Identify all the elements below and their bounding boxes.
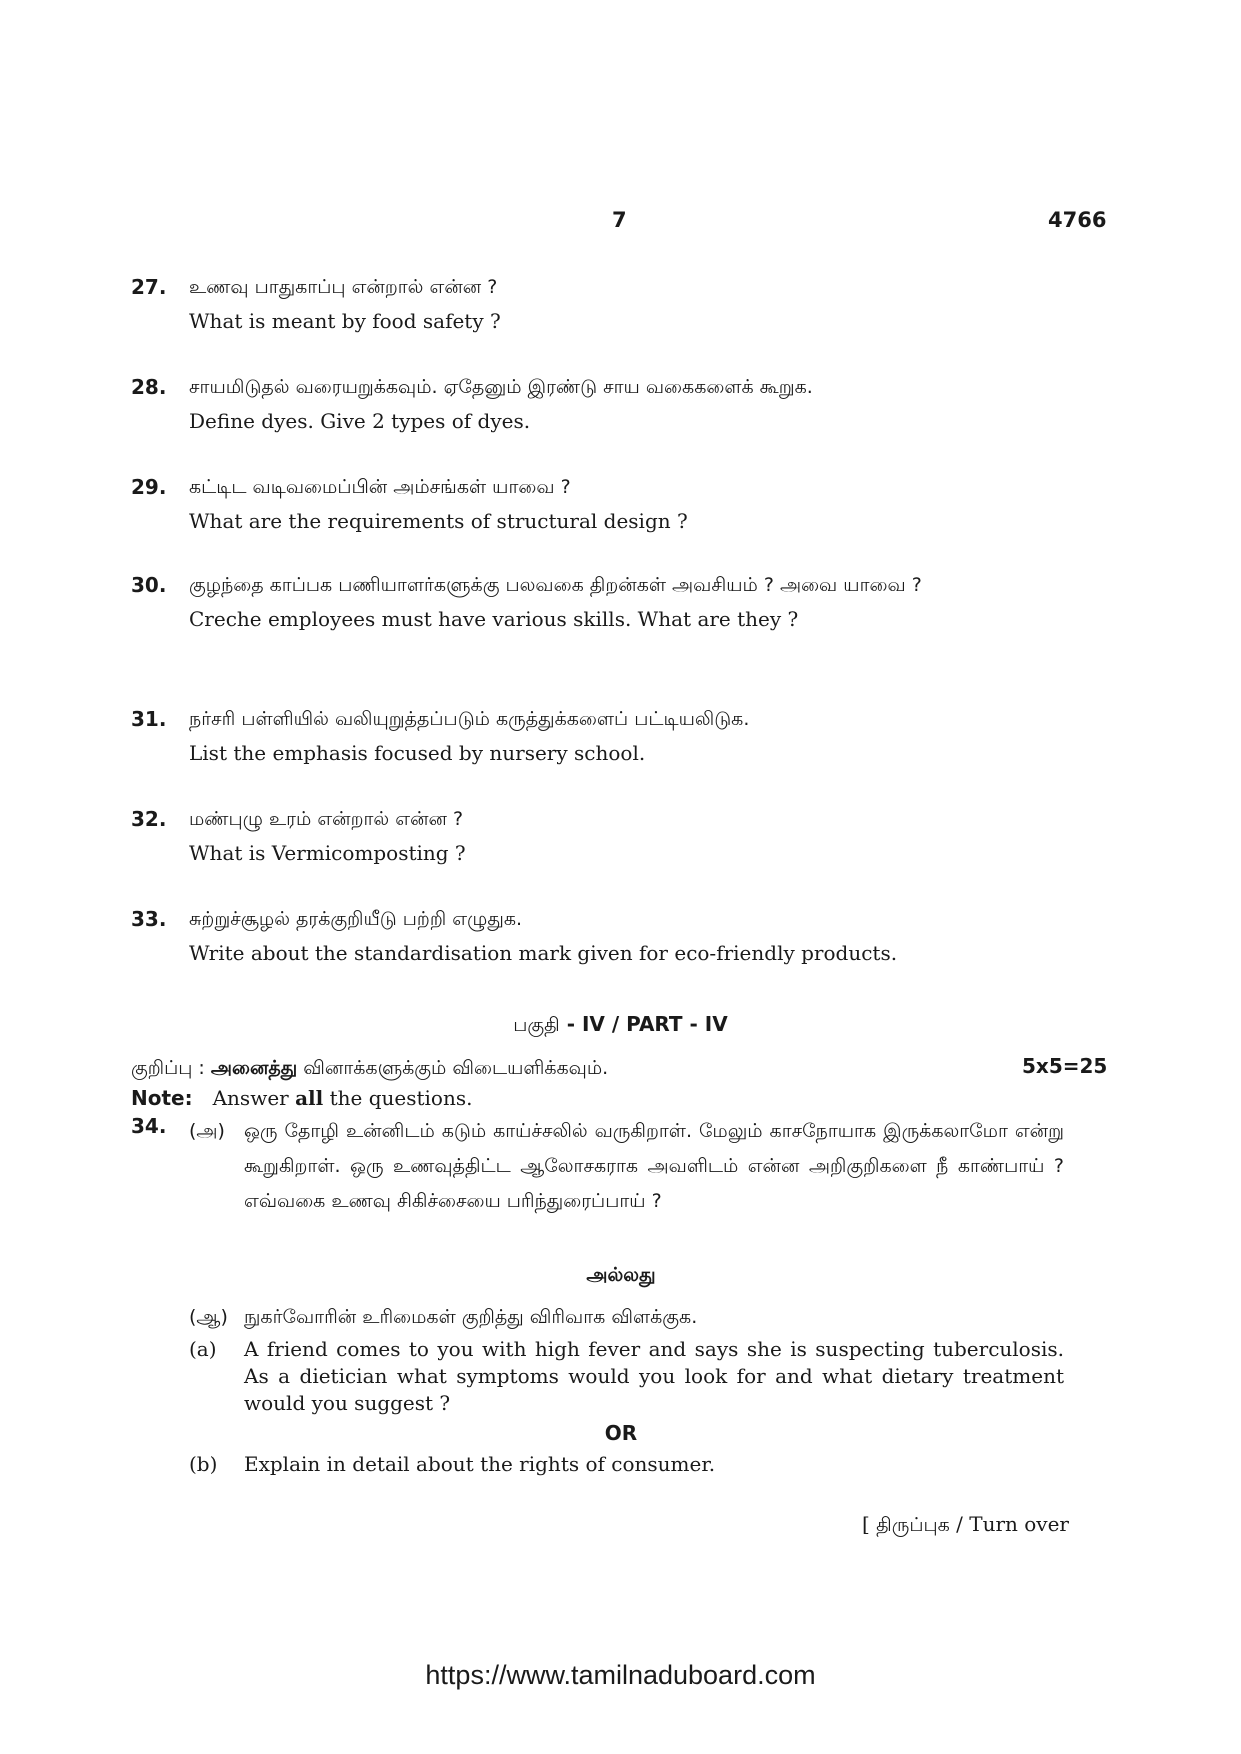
question-text-english: Write about the standardisation mark given for eco-friendly products.: [189, 941, 898, 965]
option-a-tamil: [189, 1114, 1064, 1219]
option-b-tamil: [189, 1300, 1064, 1335]
note-english-bold: all: [295, 1086, 324, 1110]
question-28: [131, 370, 1071, 438]
question-number: 33.: [131, 907, 167, 931]
question-number: 27.: [131, 275, 167, 299]
option-b-english: [189, 1451, 1064, 1478]
option-marker: (a): [189, 1337, 217, 1361]
question-text-tamil: உணவு பாதுகாப்பு என்றால் என்ன ?: [189, 276, 498, 298]
question-text-tamil: குழந்தை காப்பக பணியாளர்களுக்கு பலவகை திறன்கள் அவசியம் ? அவை யாவை ?: [189, 574, 922, 596]
question-31: [131, 702, 1071, 770]
question-text-english: What is meant by food safety ?: [189, 309, 501, 333]
question-33: [131, 902, 1071, 970]
question-number: 28.: [131, 375, 167, 399]
question-text-english: What is Vermicomposting ?: [189, 841, 466, 865]
option-a-english: [189, 1336, 1064, 1417]
note-tamil-label: குறிப்பு :: [131, 1057, 211, 1079]
question-30: [131, 568, 1071, 636]
note-english: [131, 1084, 472, 1112]
note-tamil-rest: வினாக்களுக்கும் விடையளிக்கவும்.: [297, 1057, 609, 1079]
question-29: [131, 470, 1071, 538]
question-text-english: Define dyes. Give 2 types of dyes.: [189, 409, 531, 433]
footer-url: https://www.tamilnaduboard.com: [425, 1660, 816, 1690]
part-heading-english: - IV / PART - IV: [559, 1012, 728, 1036]
note-tamil-bold: அனைத்து: [210, 1057, 298, 1079]
question-text-tamil: மண்புழு உரம் என்றால் என்ன ?: [189, 808, 464, 830]
paper-code: 4766: [1048, 208, 1107, 232]
turn-over: [862, 1512, 1069, 1539]
option-text: A friend comes to you with high fever and says she is suspecting tuberculosis. As a dietician what symptoms would you look for and what dietary treatment would you suggest ?: [244, 1337, 1064, 1415]
note-tamil: [131, 1054, 608, 1082]
question-text-tamil: சாயமிடுதல் வரையறுக்கவும். ஏதேனும் இரண்டு சாய வகைகளைக் கூறுக.: [189, 376, 813, 398]
question-number: 30.: [131, 573, 167, 597]
question-number: 34.: [131, 1114, 167, 1138]
option-marker: (அ): [189, 1120, 225, 1142]
turn-over-tamil: திருப்புக: [876, 1514, 950, 1536]
option-text: நுகர்வோரின் உரிமைகள் குறித்து விரிவாக விளக்குக.: [244, 1306, 698, 1328]
marks-allocation: 5x5=25: [1022, 1054, 1108, 1078]
question-number: 31.: [131, 707, 167, 731]
part-heading: [0, 1012, 1241, 1039]
question-27: [131, 270, 1071, 338]
note-english-label: Note:: [131, 1086, 193, 1110]
or-english: OR: [604, 1421, 638, 1445]
question-number: 32.: [131, 807, 167, 831]
question-text-english: List the emphasis focused by nursery school.: [189, 741, 646, 765]
question-text-english: What are the requirements of structural design ?: [189, 509, 688, 533]
part-heading-tamil: பகுதி: [513, 1014, 560, 1036]
option-text: Explain in detail about the rights of consumer.: [244, 1452, 716, 1476]
turn-over-english: / Turn over: [949, 1512, 1069, 1536]
note-english-post: the questions.: [323, 1086, 473, 1110]
question-text-tamil: கட்டிட வடிவமைப்பின் அம்சங்கள் யாவை ?: [189, 476, 571, 498]
question-32: [131, 802, 1071, 870]
question-text-english: Creche employees must have various skills. What are they ?: [189, 607, 799, 631]
turn-over-bracket: [: [862, 1512, 877, 1536]
question-text-tamil: நர்சரி பள்ளியில் வலியுறுத்தப்படும் கருத்துக்களைப் பட்டியலிடுக.: [189, 708, 750, 730]
option-text: ஒரு தோழி உன்னிடம் கடும் காய்ச்சலில் வருகிறாள். மேலும் காசநோயாக இருக்கலாமோ என்று கூறுகிறாள். ஒரு உணவுத்திட்ட ஆலோசகராக அவளிடம் என்ன அறிகுறிகளை நீ காண்பாய் ? எவ்வகை உணவு சிகிச்சையை பரிந்துரைப்பாய் ?: [244, 1120, 1064, 1212]
question-text-tamil: சுற்றுச்சூழல் தரக்குறியீடு பற்றி எழுதுக.: [189, 908, 523, 930]
page-number: 7: [612, 208, 627, 232]
question-number: 29.: [131, 475, 167, 499]
note-english-pre: Answer: [212, 1086, 296, 1110]
or-tamil: அல்லது: [586, 1264, 656, 1286]
option-marker: (b): [189, 1452, 218, 1476]
option-marker: (ஆ): [189, 1306, 228, 1328]
